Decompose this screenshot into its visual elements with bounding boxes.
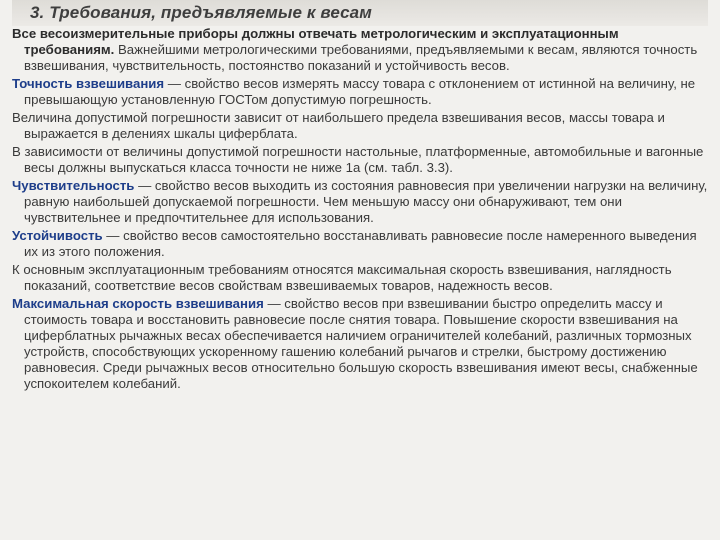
paragraph-text: К основным эксплуатационным требованиям относятся максимальная скорость взвешивания, наглядность <box>12 262 672 277</box>
paragraph-max-speed <box>12 296 712 392</box>
paragraph-operational-requirements-cont <box>12 278 712 294</box>
paragraph-accuracy-class <box>12 144 712 176</box>
paragraph-operational-requirements <box>12 262 712 278</box>
paragraph-text: В зависимости от величины допустимой погрешности настольные, платформенные, автомобильные и вагонные весы должны выпускаться класса точности не ниже 1а (см. табл. 3.3). <box>12 144 704 175</box>
term-sensitivity: Чувствительность <box>12 178 135 193</box>
lead-sentence: Все весоизмерительные приборы должны отвечать метрологическим и эксплуатационным требованиям. <box>12 26 619 57</box>
paragraph-text: — свойство весов самостоятельно восстанавливать равновесие после намеренного выведения их из этого положения. <box>24 228 697 259</box>
term-stability: Устойчивость <box>12 228 103 243</box>
paragraph-text: — свойство весов измерять массу товара с отклонением от истинной на величину, не превышающую установленную ГОСТом допустимую погрешность. <box>24 76 696 107</box>
paragraph-tolerance <box>12 110 712 142</box>
slide-content <box>12 26 712 394</box>
paragraph-text: — свойство весов при взвешивании быстро определить массу и стоимость товара и восстановить равновесие после снятия товара. Повышение скорости взвешивания на циферблатных рычажных весах обеспечивается наличием ограничителей колебаний, различных тормозных устройств, способствующих ускоренному гашению колебаний рычагов и стрелки, быстрому достижению равновесия. Среди рычажных весов относительно большую скорость взвешивания имеют весы, снабженные успокоителем колебаний. <box>24 296 698 391</box>
paragraph-text: Важнейшими метрологическими требованиями, предъявляемыми к весам, являются точность взвешивания, чувствительность, постоянство показаний и устойчивость весов. <box>24 42 698 73</box>
term-accuracy: Точность взвешивания <box>12 76 165 91</box>
paragraph-stability <box>12 228 712 260</box>
term-max-speed: Максимальная скорость взвешивания <box>12 296 264 311</box>
paragraph-text: Величина допустимой погрешности зависит от наибольшего предела взвешивания весов, массы товара и выражается в делениях шкалы циферблата. <box>12 110 665 141</box>
paragraph-sensitivity <box>12 178 712 226</box>
slide-title: 3. Требования, предъявляемые к весам <box>30 3 372 22</box>
paragraph-requirements-intro <box>12 26 712 74</box>
paragraph-text: — свойство весов выходить из состояния равновесия при увеличении нагрузки на величину, равную наибольшей допускаемой погрешности. Чем меньшую массу они обнаруживают, тем они чувствительнее и предпочтительнее для использования. <box>24 178 708 225</box>
paragraph-text: показаний, соответствие весов свойствам взвешиваемых товаров, надежность весов. <box>24 278 553 293</box>
title-bar <box>12 0 708 26</box>
paragraph-accuracy <box>12 76 712 108</box>
